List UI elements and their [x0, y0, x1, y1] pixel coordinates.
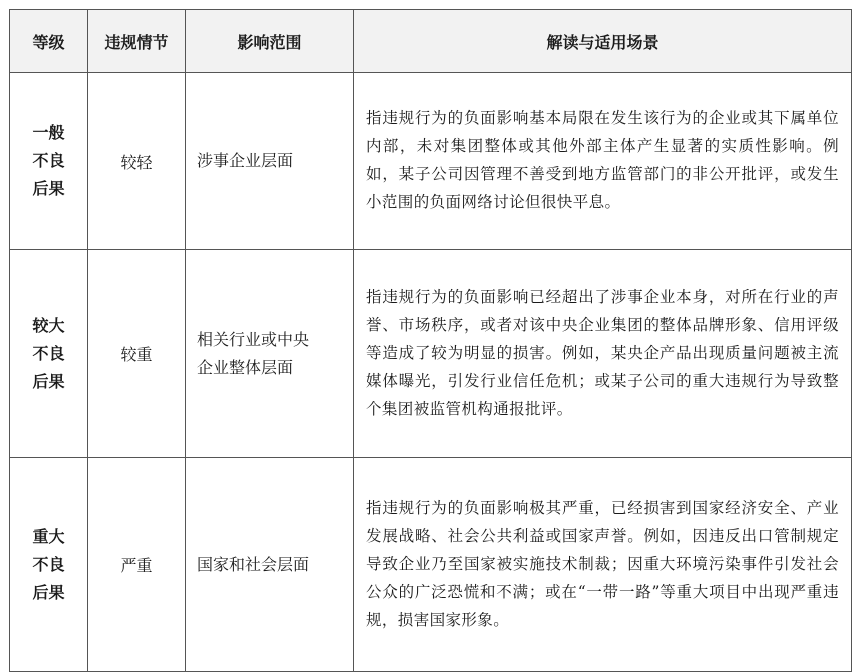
level-line: 重大 — [32, 526, 65, 546]
scope-line: 企业整体层面 — [197, 357, 294, 377]
level-line: 不良 — [32, 151, 65, 170]
level-cell — [10, 458, 88, 672]
scope-line: 涉事企业层面 — [197, 151, 294, 170]
scope-cell — [186, 458, 354, 672]
level-line: 后果 — [32, 371, 65, 391]
header-row — [10, 10, 852, 73]
level-cell — [10, 250, 88, 458]
severity-cell: 较轻 — [88, 73, 186, 250]
scope-line: 国家和社会层面 — [197, 554, 310, 574]
description-cell: 指违规行为的负面影响极其严重，已经损害到国家经济安全、产业发展战略、社会公共利益或国家声誉。例如，因违反出口管制规定导致企业乃至国家被实施技术制裁；因重大环境污染事件引发社会公众的广泛恐慌和不满；或在“一带一路”等重大项目中出现严重违规，损害国家形象。 — [354, 458, 852, 672]
header-description: 解读与适用场景 — [354, 10, 852, 73]
level-cell — [10, 73, 88, 250]
table-row — [10, 250, 852, 458]
level-line: 不良 — [32, 554, 65, 574]
level-line: 后果 — [32, 179, 65, 198]
scope-cell — [186, 73, 354, 250]
level-line: 不良 — [32, 343, 65, 363]
description-cell: 指违规行为的负面影响已经超出了涉事企业本身，对所在行业的声誉、市场秩序，或者对该中央企业集团的整体品牌形象、信用评级等造成了较为明显的损害。例如，某央企产品出现质量问题被主流媒体曝光，引发行业信任危机；或某子公司的重大违规行为导致整个集团被监管机构通报批评。 — [354, 250, 852, 458]
header-scope: 影响范围 — [186, 10, 354, 73]
header-severity: 违规情节 — [88, 10, 186, 73]
header-level: 等级 — [10, 10, 88, 73]
table-row — [10, 458, 852, 672]
scope-line: 相关行业或中央 — [197, 329, 310, 349]
severity-cell: 较重 — [88, 250, 186, 458]
consequence-level-table — [9, 9, 852, 672]
level-line: 较大 — [32, 315, 65, 335]
severity-cell: 严重 — [88, 458, 186, 672]
level-line: 一般 — [32, 123, 65, 142]
level-line: 后果 — [32, 582, 65, 602]
scope-cell — [186, 250, 354, 458]
table-row — [10, 73, 852, 250]
description-cell: 指违规行为的负面影响基本局限在发生该行为的企业或其下属单位内部，未对集团整体或其他外部主体产生显著的实质性影响。例如，某子公司因管理不善受到地方监管部门的非公开批评，或发生小范围的负面网络讨论但很快平息。 — [354, 73, 852, 250]
